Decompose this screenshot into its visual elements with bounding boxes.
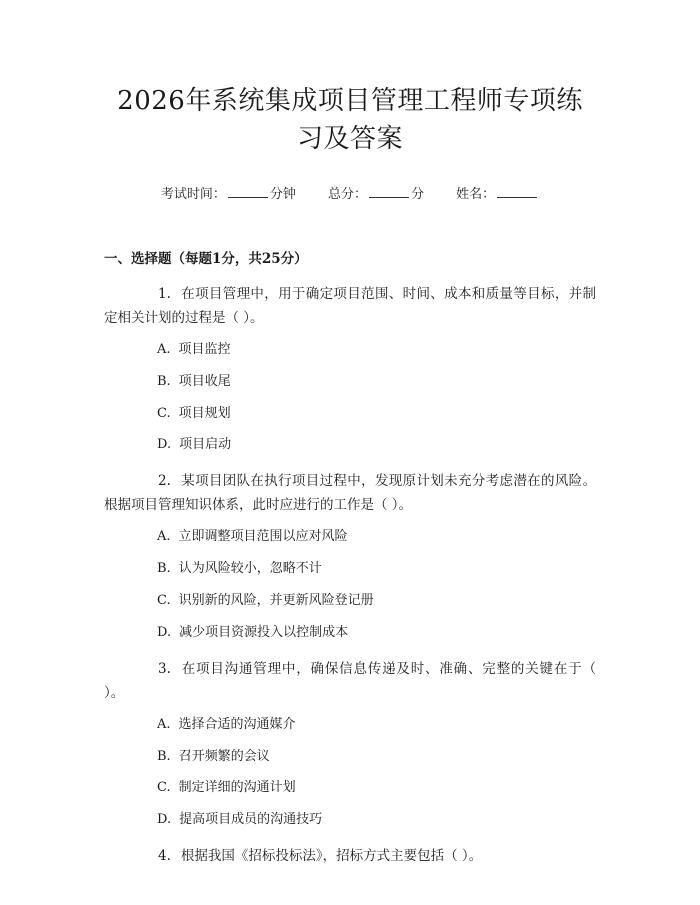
question-1 — [104, 282, 596, 330]
option-item — [104, 622, 596, 644]
option-item — [104, 590, 596, 612]
option-letter: D. — [157, 812, 172, 828]
option-letter: D. — [157, 624, 172, 640]
option-letter: A. — [157, 529, 171, 545]
option-list — [104, 339, 596, 456]
option-letter: B. — [157, 373, 171, 389]
question-3 — [104, 657, 596, 705]
question-2 — [104, 469, 596, 517]
option-item — [104, 746, 596, 768]
student-name — [456, 184, 539, 205]
option-list — [104, 714, 596, 831]
question-number: 2. — [158, 473, 171, 490]
score-label: 总分： — [327, 187, 367, 202]
option-item — [104, 434, 596, 456]
score-unit: 分 — [411, 187, 425, 202]
name-blank — [497, 184, 537, 198]
option-item — [104, 809, 596, 831]
document-title: 2026年系统集成项目管理工程师专项练习及答案 — [117, 86, 583, 154]
question-text: 某项目团队在执行项目过程中，发现原计划未充分考虑潜在的风险。根据项目管理知识体系，此时应进行的工作是（ ）。 — [104, 473, 596, 514]
question-4 — [104, 844, 596, 868]
question-list — [104, 282, 596, 868]
total-score — [328, 184, 424, 205]
option-text: 认为风险较小，忽略不计 — [178, 561, 322, 577]
name-label: 姓名： — [456, 187, 496, 202]
option-text: 项目收尾 — [178, 373, 231, 389]
option-item — [104, 714, 596, 736]
option-letter: C. — [157, 592, 171, 608]
option-letter: B. — [157, 561, 171, 577]
option-text: 选择合适的沟通媒介 — [178, 716, 296, 732]
option-letter: B. — [157, 748, 171, 764]
option-text: 项目监控 — [178, 342, 231, 357]
option-letter: D. — [157, 437, 172, 453]
option-text: 立即调整项目范围以应对风险 — [178, 529, 348, 545]
option-letter: C. — [157, 405, 171, 421]
option-text: 提高项目成员的沟通技巧 — [179, 812, 323, 828]
exam-time-unit: 分钟 — [269, 187, 296, 202]
question-text: 在项目沟通管理中，确保信息传递及时、准确、完整的关键在于（ ）。 — [104, 660, 596, 701]
option-letter: A. — [157, 716, 171, 732]
option-text: 制定详细的沟通计划 — [178, 780, 296, 796]
exam-time-label: 考试时间： — [160, 187, 226, 202]
question-number: 4. — [158, 848, 171, 865]
option-text: 项目规划 — [178, 405, 231, 421]
section-title: 一、选择题（每题1分，共25分） — [104, 251, 308, 267]
option-item — [104, 777, 596, 799]
exam-meta — [104, 184, 596, 205]
option-item — [104, 526, 596, 548]
option-item — [104, 339, 596, 361]
option-item — [104, 371, 596, 393]
question-text: 根据我国《招标投标法》，招标方式主要包括（ ）。 — [180, 848, 483, 865]
exam-time-blank — [228, 184, 268, 198]
exam-time — [161, 184, 296, 205]
option-text: 识别新的风险，并更新风险登记册 — [178, 592, 374, 608]
option-text: 项目启动 — [179, 437, 232, 453]
question-text: 在项目管理中，用于确定项目范围、时间、成本和质量等目标，并制定相关计划的过程是（ ）。 — [104, 286, 596, 326]
option-text: 减少项目资源投入以控制成本 — [179, 624, 349, 640]
option-letter: C. — [157, 780, 171, 796]
option-item — [104, 403, 596, 425]
option-letter: A. — [157, 342, 171, 357]
question-number: 3. — [158, 660, 171, 677]
option-item — [104, 558, 596, 580]
option-text: 召开频繁的会议 — [178, 748, 270, 764]
option-list — [104, 526, 596, 643]
question-number: 1. — [158, 286, 171, 302]
score-blank — [369, 184, 409, 198]
